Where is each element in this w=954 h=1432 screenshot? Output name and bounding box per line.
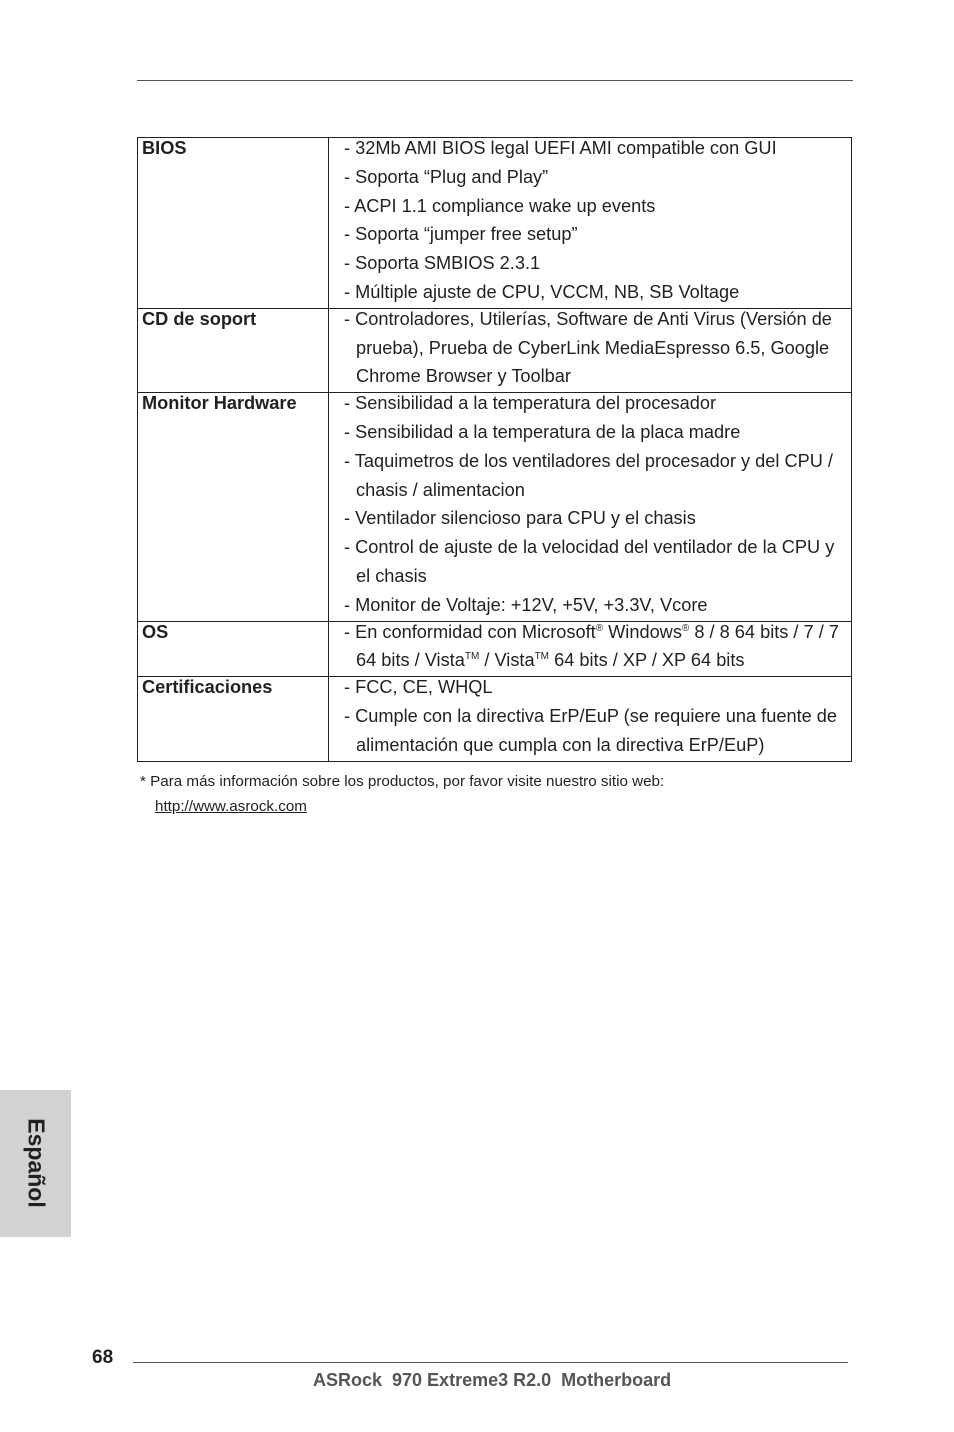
row-label: Monitor Hardware: [138, 393, 329, 621]
spec-table: [137, 137, 852, 762]
row-content: [329, 677, 852, 761]
list-item: - Sensibilidad a la temperatura del procesador: [344, 393, 717, 414]
list-item: - Soporta “jumper free setup”: [344, 224, 578, 245]
website-link[interactable]: http://www.asrock.com: [155, 798, 307, 815]
list-item: - Ventilador silencioso para CPU y el chasis: [344, 508, 696, 529]
trademark-mark: TM: [534, 651, 550, 663]
list-item: - Sensibilidad a la temperatura de la placa madre: [344, 421, 741, 442]
list-item: - En conformidad con Microsoft® Windows® 8 / 8 64 bits / 7 / 7 64 bits / Vista™ / Vista™ 64 bits / XP / XP 64 bits: [344, 621, 839, 671]
list-item: - Taquimetros de los ventiladores del procesador y del CPU / chasis / alimentacion: [344, 450, 833, 500]
list-item: - Controladores, Utilerías, Software de Anti Virus (Versión de prueba), Prueba de CyberLink MediaEspresso 6.5, Google Chrome Browser y Toolbar: [344, 308, 832, 387]
list-item: - Cumple con la directiva ErP/EuP (se requiere una fuente de alimentación que cumpla con la directiva ErP/EuP): [344, 705, 838, 755]
row-content: [329, 621, 852, 677]
row-label: Certificaciones: [138, 677, 329, 761]
list-item: - 32Mb AMI BIOS legal UEFI AMI compatible con GUI: [344, 138, 777, 158]
list-item: - Soporta “Plug and Play”: [344, 166, 549, 187]
row-content: [329, 308, 852, 392]
registered-mark: ®: [595, 622, 604, 634]
page-number: 68: [92, 1347, 114, 1368]
row-label: BIOS: [138, 138, 329, 309]
language-tab: [0, 1090, 71, 1237]
list-item: - Control de ajuste de la velocidad del ventilador de la CPU y el chasis: [344, 537, 835, 586]
table-row: [138, 308, 852, 392]
row-label: CD de soport: [138, 308, 329, 392]
table-row: [138, 138, 852, 309]
registered-mark: ®: [681, 622, 690, 634]
footnote-text: * Para más información sobre los productos, por favor visite nuestro sitio web:: [140, 773, 665, 790]
footnote: [140, 769, 664, 819]
row-label: OS: [138, 621, 329, 677]
trademark-mark: TM: [464, 651, 480, 663]
row-content: [329, 138, 852, 309]
language-tab-label: Español: [23, 1118, 50, 1208]
row-content: [329, 393, 852, 621]
table-row: [138, 621, 852, 677]
list-item: - Soporta SMBIOS 2.3.1: [344, 253, 541, 274]
list-item: - ACPI 1.1 compliance wake up events: [344, 195, 656, 216]
table-row: [138, 677, 852, 761]
header-rule: [137, 80, 853, 81]
table-row: [138, 393, 852, 621]
footer-rule: [133, 1362, 848, 1363]
list-item: - Múltiple ajuste de CPU, VCCM, NB, SB Voltage: [344, 281, 740, 302]
footer-title: ASRock 970 Extreme3 R2.0 Motherboard: [313, 1370, 672, 1390]
list-item: - Monitor de Voltaje: +12V, +5V, +3.3V, Vcore: [344, 594, 708, 615]
list-item: - FCC, CE, WHQL: [344, 677, 493, 698]
